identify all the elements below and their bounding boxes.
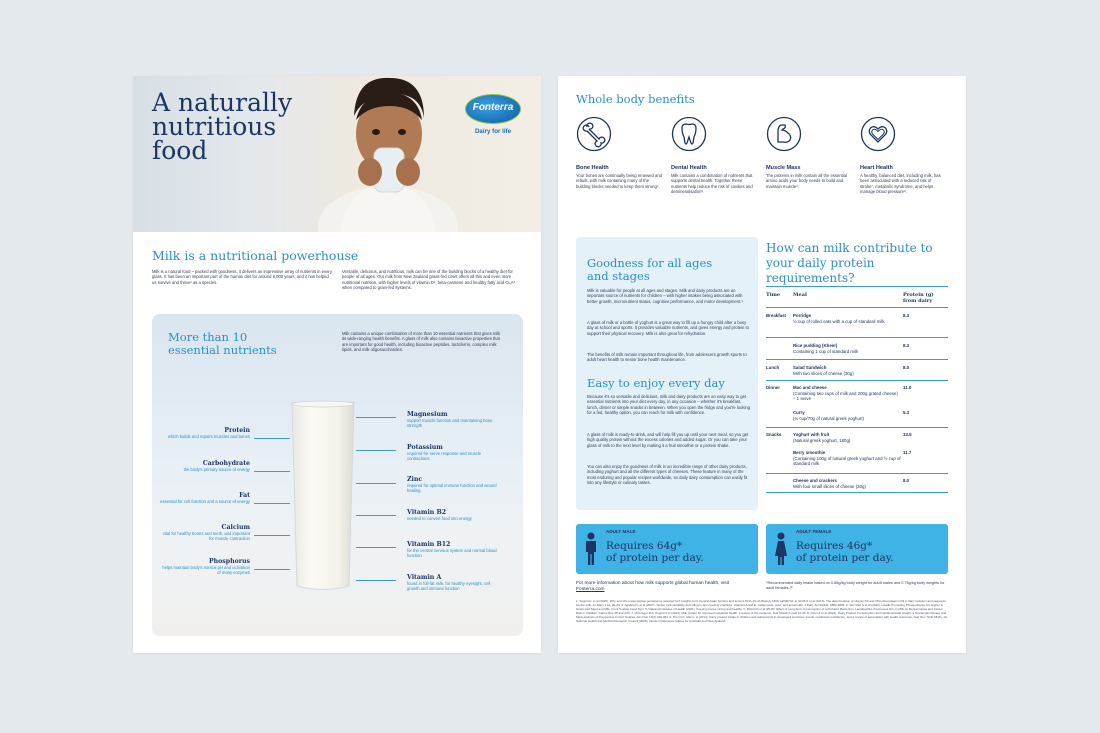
heart-icon [860,116,896,152]
requirement-text [796,540,946,564]
row-time: Lunch [766,365,780,370]
meal-detail: (Natural greek yoghurt, 180g) [793,437,851,443]
nutrient-name: Zinc [407,476,423,483]
nutrient-name: Carbohydrate [202,460,250,467]
male-person-icon [584,532,598,566]
brochure-page-right [558,76,966,653]
nutrient-phosphorus [160,558,250,576]
goodness-box [576,237,758,510]
requirement-line-2: of protein per day. [606,552,704,564]
column-header-time: Time [766,292,781,298]
boy-drinking-milk-photo [318,76,458,232]
nutrient-connector-line [356,580,396,581]
hero-title-line: A naturally [152,88,293,117]
table-row [766,307,948,337]
row-protein-value: 8.3 [903,343,910,348]
easy-paragraph-2: A glass of milk is ready-to-drink, and will help fill you up until your next meal, so you get high quality protein without the excess calories and added sugar. Or you can take your glass of milk to the next level by making it a fruit smoothie or a protein shake. [587,432,749,448]
fonterra-logo-word: Fonterra [472,102,514,113]
nutrient-name: Magnesium [407,411,448,418]
nutrient-description: found in full-fat milk, for healthy eyesight, cell growth and immune function [407,581,491,592]
table-row [766,427,948,447]
nutrient-connector-line [254,471,290,472]
row-protein-value: 8.0 [903,478,910,483]
meal-name: Mac and cheese [793,385,827,390]
nutrient-description: helps maintain body's normal pH and activation of many enzymes [162,565,250,576]
meal-detail: With two slices of cheese (30g) [793,370,854,376]
recommended-intake-footnote: *Recommended daily intake based on 0.86g/kg body weight for adult males and 0.75g/kg body weights for adult females.¹⁰ [766,581,945,590]
hero-title-line: food [152,136,208,165]
benefit-dental-health [671,116,757,195]
benefit-title: Dental Health [671,165,707,171]
benefit-bone-health [576,116,662,189]
row-meal [793,365,901,376]
nutrient-protein [160,427,250,439]
row-meal [793,478,901,489]
goodness-paragraph-2: A glass of milk or a bottle of yoghurt is a great way to fill up a hungry child after a busy day at school and sports. It provides valuable nutrients, and gives energy and protein to support their physical recovery. Milk is also great for rehydration. [587,320,750,336]
brochure-page-left [133,76,541,653]
benefit-description: The proteins in milk contain all the essential amino acids your body needs to build and maintain muscle⁶. [766,173,847,189]
nutrient-vitamin-a [407,574,497,592]
nutrient-description: support muscle function and maintaining bone strength [407,418,493,429]
nutrient-zinc [407,476,497,494]
meal-detail: (¾ cup/70g of natural greek yoghurt) [793,415,865,421]
requirement-line-1: Requires 64g* [606,540,683,552]
table-row [766,473,948,493]
row-protein-value: 8.3 [903,313,910,318]
goodness-heading: Goodness for all ages and stages [587,256,713,283]
protein-table-header [766,286,948,307]
row-time: Breakfast [766,313,787,318]
nutrient-connector-line [356,450,396,451]
row-protein-value: 5.3 [903,410,910,415]
muscle-icon [766,116,802,152]
nutrient-connector-line [254,438,290,439]
adult-female-requirement-card [766,524,948,574]
row-meal [793,385,901,402]
hero-banner [133,76,541,232]
benefit-title: Bone Health [576,165,609,171]
nutrient-name: Potassium [407,444,443,451]
nutrients-panel [152,314,523,636]
meal-detail: With four small slices of cheese (30g) [793,483,866,489]
nutrient-description: for the central nervous system and normal blood function [407,548,497,559]
benefit-heart-health [860,116,946,195]
requirement-text [606,540,756,564]
nutrient-vitamin-b2 [407,509,497,521]
meal-name: Rice pudding (Kheer) [793,343,838,348]
row-meal [793,450,901,467]
meal-detail: (Containing two cups of milk and 200g grated cheese) – 1 serve [793,390,898,402]
goodness-paragraph-1: Milk is valuable for people at all ages and stages. Milk and dairy products are an important source of nutrients for children – with higher intakes being associated with better growth, micronutrient status, cognitive performance, and motor development.⁹ [587,288,744,304]
requirement-line-2: of protein per day. [796,552,894,564]
nutrient-description: the body's primary source of energy [183,467,250,472]
nutrients-heading: More than 10 essential nutrients [168,330,277,357]
easy-paragraph-1: Because it's so versatile and delicious, milk and dairy products are an easy way to get essential nutrients into your diet every day, in any occasion – whether it's breakfast, lunch, dinner or simple snacks in between. When you open the fridge and you're looking for a fed, healthy option, you can reach for milk with confidence. [587,394,751,416]
nutrient-name: Fat [239,492,250,499]
nutrient-name: Vitamin B12 [407,541,451,548]
more-info-text: For more information about how milk supports global human health, visit [576,581,730,586]
nutrient-vitamin-b12 [407,541,497,559]
nutrient-name: Vitamin B2 [407,509,446,516]
fonterra-logo [463,94,521,144]
nutrient-connector-line [356,547,396,548]
nutrient-connector-line [254,535,290,536]
table-row [766,406,948,427]
nutrient-connector-line [356,417,396,418]
row-protein-value: 11.7 [903,450,912,455]
nutrient-description: required for nerve response and muscle contractions [407,451,482,462]
benefit-title: Muscle Mass [766,165,801,171]
row-protein-value: 13.5 [903,432,912,437]
row-time: Snacks [766,432,782,437]
nutrient-potassium [407,444,497,462]
milk-glass-image [290,400,356,593]
requirement-label: ADULT FEMALE [796,529,832,534]
goodness-paragraph-3: The benefits of milk remain important throughout life, from adolescent growth spurts to adult heart health to senior bone health maintenance. [587,352,747,363]
powerhouse-paragraph-1: Milk is a natural food – packed with goodness, it delivers an impressive array of nutrients in every glass. It has been an important part of the human diet for around 8,000 years, and it has helped us survive and thrive¹ as a species. [152,269,332,285]
nutrient-name: Vitamin A [407,574,442,581]
requirement-line-1: Requires 46g* [796,540,873,552]
nutrient-magnesium [407,411,497,429]
benefit-muscle-mass [766,116,852,189]
easy-heading: Easy to enjoy every day [587,376,725,390]
nutrient-carbohydrate [160,460,250,472]
hero-title-line: nutritious [152,112,277,141]
meal-detail: ½ cup of rolled oats with a cup of standard milk [793,318,885,324]
fonterra-link[interactable]: Fonterra.com [576,587,605,592]
meal-name: Porridge [793,313,812,318]
whole-body-heading: Whole body benefits [576,92,695,106]
nutrient-connector-line [356,515,396,516]
row-meal [793,410,901,421]
powerhouse-paragraph-2: Versatile, delicious, and nutritious, milk can be one of the building blocks of a healthy diet for people of all ages. Our milk from New Zealand grass-fed cows offers all this and even more nutritional nutrition, with higher levels of vitamin D², beta-carotene and healthy fatty acid CLA³ when compared to grain-fed systems. [342,269,515,291]
row-protein-value: 8.0 [903,365,910,370]
table-row [766,337,948,359]
column-header-meal: Meal [793,292,807,298]
nutrient-description: required for optimal immune function and wound healing [407,483,497,494]
nutrient-name: Calcium [221,524,250,531]
nutrient-connector-line [254,569,290,570]
nutrient-description: vital for healthy bones and teeth, and important for muscle contraction [162,531,250,542]
easy-paragraph-3: You can also enjoy the goodness of milk in an incredible range of other dairy products, including yoghurt and all the different types of cheeses. These feature in many of the most enduring and popular recipes worldwide, so daily dairy consumption can easily fit into any lifestyle or culinary tastes. [587,464,748,486]
row-meal [793,343,901,354]
powerhouse-heading: Milk is a nutritional powerhouse [152,248,359,263]
meal-detail: Containing 1 cup of standard milk [793,348,859,354]
nutrient-connector-line [356,483,396,484]
nutrient-name: Phosphorus [209,558,250,565]
row-meal [793,432,901,443]
meal-detail: (Containing 100g of natural greek yoghurt and ½ cup of standard milk [793,455,901,467]
nutrient-name: Protein [224,427,250,434]
references: 1. Segurel L et al (2020). Why and when was lactase persistence selected for? Insights from Central Asian herders and ancient DNA. PLoS Biology 18(6):e3000742. 2. Gill B N et al (2016). The determination of vitamin D3 and 25-hydroxyvitamin D3 in dairy lactation and seasonal bovine milk. Int Dairy J 61, 20-24. 3. Agabriel C et al (2007). Tanker milk variability according to farm feeding practices: vitamins A and E, carotenoids, color, and terpenoids. J Dairy Sci 90(10): 4884-4896. 4. Van Vliet S et al (2015). Health-Promoting Phytonutrients Are Higher in Grass-Fed Meat and Milk. Front Sustain Food Syst. 5. National Institutes of Health (2021). Keeping bones strong and healthy. 6. Rizzoli R et al (2019). Effect of Long-Term Consumption of a Probiotic Bacterium, Lactobacillus rhamnosus GG, in Milk on Dental Caries and Caries Risk in Children. Caries Res 35:412-420. 7. McGregor R A, Poppitt S D (2013). Milk protein for improved metabolic health: a review of the evidence. Nutr Metab (Lond) 10:46. 8. Chen Z et al (2021). Dairy Product Consumption and Cardiovascular Health: a Systematic Review and Meta-analysis of Prospective Cohort Studies. Adv Nutr 13(2):439-454. 9. Dror D K, Allen L H (2014). Dairy product intake in children and adolescents in developed countries: trends, nutritional contribution, and a review of association with health outcomes. Nutr Rev 72(2):68-81. 10. National Health and Medical Research Council (2006). Nutrient Reference Values for Australia and New Zealand. [576,599,948,623]
row-meal [793,313,901,324]
meal-name: Curry [793,410,805,415]
requirement-label: ADULT MALE [606,529,636,534]
nutrient-connector-line [254,503,290,504]
table-row [766,447,948,473]
hero-title [152,88,322,165]
benefit-description: A healthy, balanced diet, including milk, has been associated with a reduced risk of stroke⁷, metabolic syndrome, and helps manage blood pressure⁸. [860,173,941,195]
more-info [576,581,756,593]
bone-icon [576,116,612,152]
benefit-title: Heart Health [860,165,893,171]
meal-name: Yoghurt with fruit [793,432,830,437]
nutrient-description: essential for cell function and a source of energy [160,499,250,504]
fonterra-tagline: Dairy for life [474,128,512,135]
table-row [766,359,948,380]
meal-name: Cheese and crackers [793,478,837,483]
nutrient-fat [160,492,250,504]
female-person-icon [774,532,788,566]
nutrients-intro: Milk contains a unique combination of more than 10 essential nutrients that gives milk its wide-ranging health benefits. A glass of milk also contains bioactive properties that are important for good health, including bioactive peptides, lactoferrin, complex milk lipids, and milk oligosaccharides. [342,331,501,353]
meal-name: Berry smoothie [793,450,826,455]
tooth-icon [671,116,707,152]
meal-name: Salad Sandwich [793,365,827,370]
table-row [766,380,948,406]
adult-male-requirement-card [576,524,758,574]
protein-heading: How can milk contribute to your daily protein requirements? [766,241,933,285]
nutrient-description: which builds and repairs muscles and bones [167,434,250,439]
benefit-description: Milk contains a combination of nutrients that supports dental health. Together these nutrients help reduce the risk of cavities and demineralisation⁵. [671,173,753,195]
nutrient-calcium [160,524,250,542]
nutrient-description: needed to convert food into energy [407,516,472,521]
benefit-description: Your bones are continually being renewed and rebuilt, with milk containing many of the building blocks needed to keep them strong⁴. [576,173,662,189]
protein-table [766,286,948,493]
row-time: Dinner [766,385,780,390]
row-protein-value: 11.0 [903,385,912,390]
column-header-protein: Protein (g) from dairy [903,292,934,304]
